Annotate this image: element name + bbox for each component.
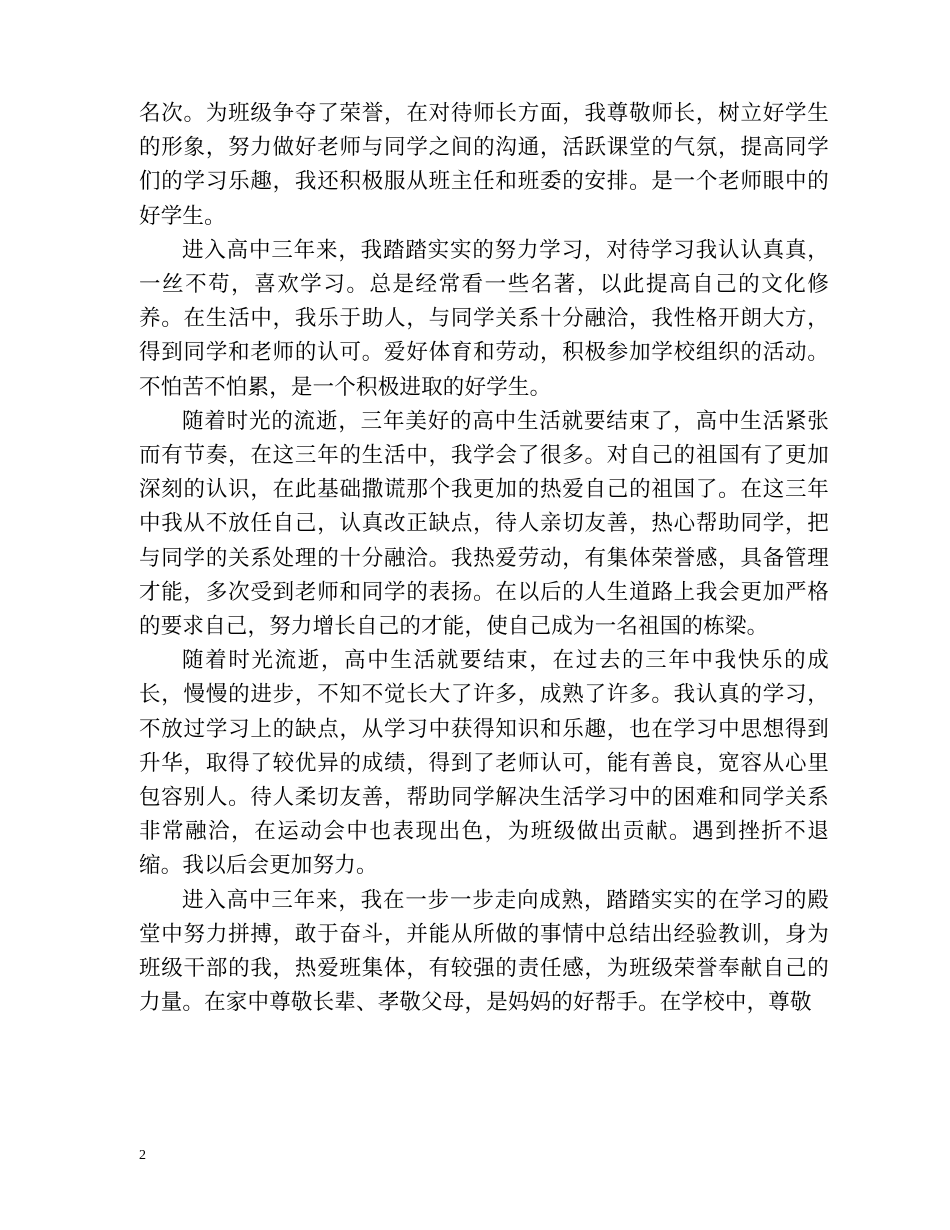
page-number: 2 bbox=[139, 1148, 146, 1163]
body-text bbox=[139, 97, 829, 1020]
paragraph-3: 随着时光的流逝，三年美好的高中生活就要结束了，高中生活紧张而有节奏，在这三年的生活中，我学会了很多。对自己的祖国有了更加深刻的认识，在此基础撒谎那个我更加的热爱自己的祖国了。在这三年中我从不放任自己，认真改正缺点，待人亲切友善，热心帮助同学，把与同学的关系处理的十分融洽。我热爱劳动，有集体荣誉感，具备管理才能，多次受到老师和同学的表扬。在以后的人生道路上我会更加严格的要求自己，努力增长自己的才能，使自己成为一名祖国的栋梁。 bbox=[139, 408, 829, 640]
paragraph-1: 名次。为班级争夺了荣誉，在对待师长方面，我尊敬师长，树立好学生的形象，努力做好老师与同学之间的沟通，活跃课堂的气氛，提高同学们的学习乐趣，我还积极服从班主任和班委的安排。是一个老师眼中的好学生。 bbox=[139, 101, 829, 229]
paragraph-2: 进入高中三年来，我踏踏实实的努力学习，对待学习我认认真真，一丝不苟，喜欢学习。总是经常看一些名著，以此提高自己的文化修养。在生活中，我乐于助人，与同学关系十分融洽，我性格开朗大方，得到同学和老师的认可。爱好体育和劳动，积极参加学校组织的活动。不怕苦不怕累，是一个积极进取的好学生。 bbox=[139, 237, 829, 400]
paragraph-4: 随着时光流逝，高中生活就要结束，在过去的三年中我快乐的成长，慢慢的进步，不知不觉长大了许多，成熟了许多。我认真的学习，不放过学习上的缺点，从学习中获得知识和乐趣，也在学习中思想得到升华，取得了较优异的成绩，得到了老师认可，能有善良，宽容从心里包容别人。待人柔切友善，帮助同学解决生活学习中的困难和同学关系非常融洽，在运动会中也表现出色，为班级做出贡献。遇到挫折不退缩。我以后会更加努力。 bbox=[139, 648, 829, 879]
paragraph-5: 进入高中三年来，我在一步一步走向成熟，踏踏实实的在学习的殿堂中努力拼搏，敢于奋斗，并能从所做的事情中总结出经验教训，身为班级干部的我，热爱班集体，有较强的责任感，为班级荣誉奉献自己的力量。在家中尊敬长辈、孝敬父母，是妈妈的好帮手。在学校中，尊敬 bbox=[139, 887, 829, 1016]
